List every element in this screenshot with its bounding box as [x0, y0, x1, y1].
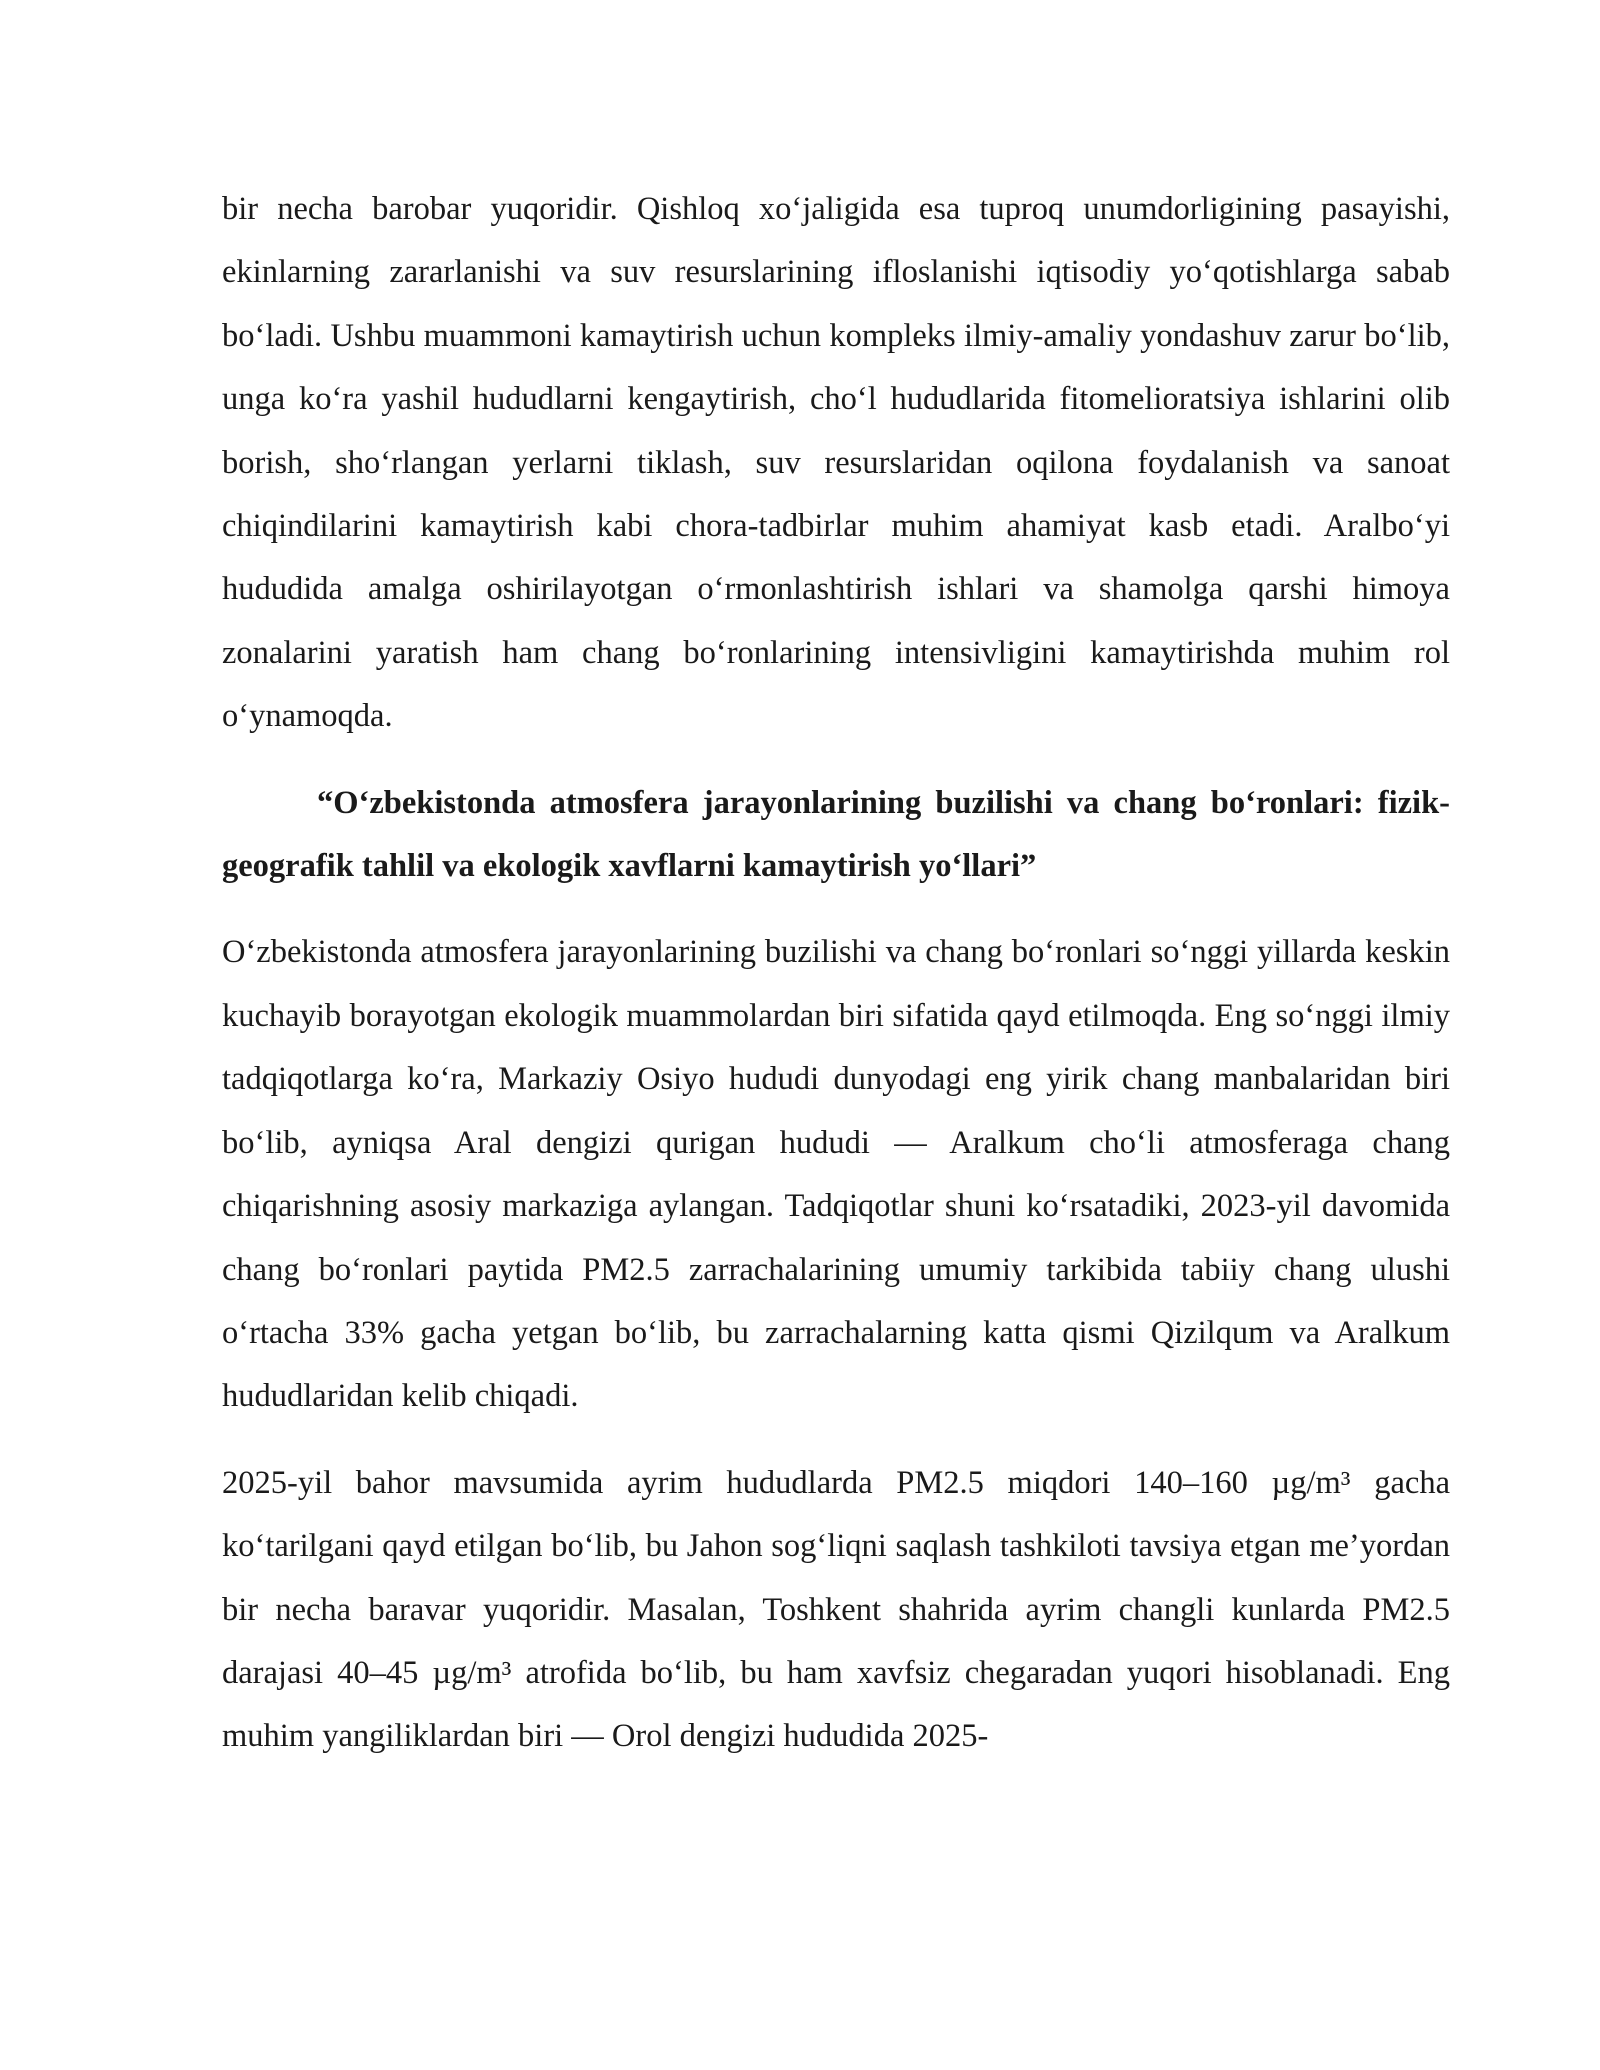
document-body	[222, 178, 1450, 1769]
section-heading: “O‘zbekistonda atmosfera jarayonlarining buzilishi va chang bo‘ronlari: fizik-geografik tahlil va ekologik xavflarni kamaytirish yo‘llari”	[222, 784, 1450, 885]
paragraph-dust-sources: O‘zbekistonda atmosfera jarayonlarining buzilishi va chang bo‘ronlari so‘nggi yillarda keskin kuchayib borayotgan ekologik muammolardan biri sifatida qayd etilmoqda. Eng so‘nggi ilmiy tadqiqotlarga ko‘ra, Markaziy Osiyo hududi dunyodagi eng yirik chang manbalaridan biri bo‘lib, ayniqsa Aral dengizi qurigan hududi — Aralkum cho‘li atmosferaga chang chiqarishning asosiy markaziga aylangan. Tadqiqotlar shuni ko‘rsatadiki, 2023-yil davomida chang bo‘ronlari paytida PM2.5 zarrachalarining umumiy tarkibida tabiiy chang ulushi o‘rtacha 33% gacha yetgan bo‘lib, bu zarrachalarning katta qismi Qizilqum va Aralkum hududlaridan kelib chiqadi.	[222, 934, 1450, 1415]
paragraph-intro-continuation: bir necha barobar yuqoridir. Qishloq xo‘jaligida esa tuproq unumdorligining pasayishi, ekinlarning zararlanishi va suv resurslarining ifloslanishi iqtisodiy yo‘qotishlarga sabab bo‘ladi. Ushbu muammoni kamaytirish uchun kompleks ilmiy-amaliy yondashuv zarur bo‘lib, unga ko‘ra yashil hududlarni kengaytirish, cho‘l hududlarida fitomelioratsiya ishlarini olib borish, sho‘rlangan yerlarni tiklash, suv resurslaridan oqilona foydalanish va sanoat chiqindilarini kamaytirish kabi chora-tadbirlar muhim ahamiyat kasb etadi. Aralbo‘yi hududida amalga oshirilayotgan o‘rmonlashtirish ishlari va shamolga qarshi himoya zonalarini yaratish ham chang bo‘ronlarining intensivligini kamaytirishda muhim rol o‘ynamoqda.	[222, 191, 1450, 735]
paragraph-pm25-levels: 2025-yil bahor mavsumida ayrim hududlarda PM2.5 miqdori 140–160 µg/m³ gacha ko‘tarilgani qayd etilgan bo‘lib, bu Jahon sog‘liqni saqlash tashkiloti tavsiya etgan me’yordan bir necha baravar yuqoridir. Masalan, Toshkent shahrida ayrim changli kunlarda PM2.5 darajasi 40–45 µg/m³ atrofida bo‘lib, bu ham xavfsiz chegaradan yuqori hisoblanadi. Eng muhim yangiliklardan biri — Orol dengizi hududida 2025-	[222, 1464, 1450, 1755]
